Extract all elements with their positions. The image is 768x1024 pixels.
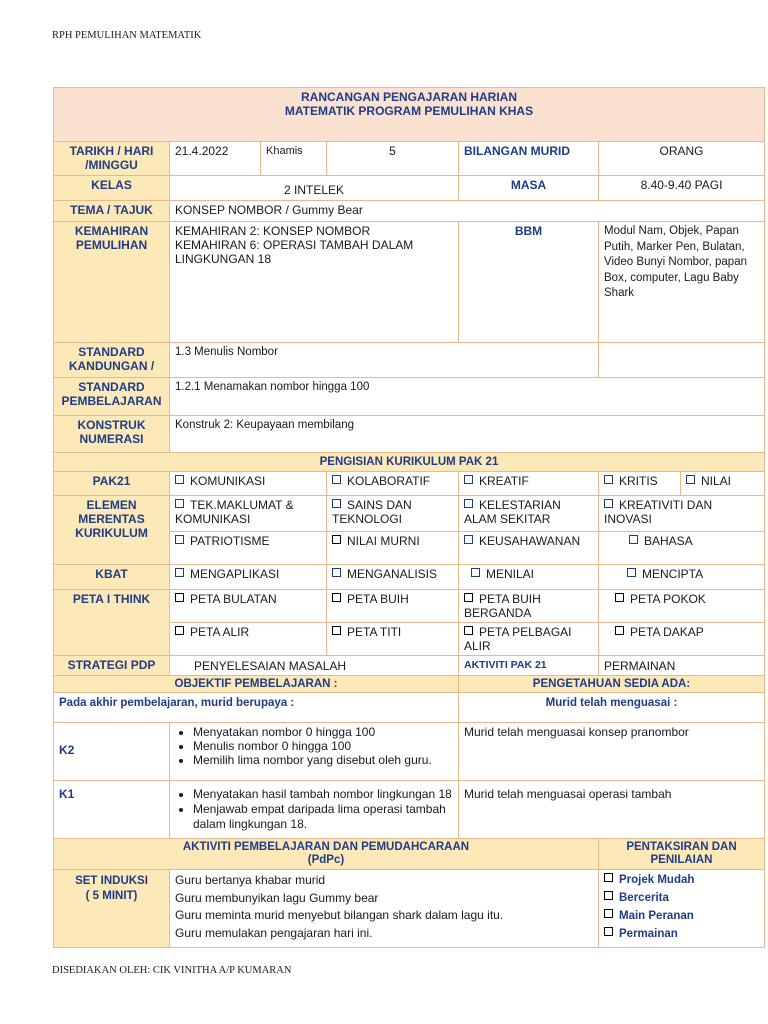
emk-item: KELESTARIAN ALAM SEKITAR: [459, 496, 599, 532]
peta-item: PETA BUIH: [327, 590, 459, 623]
kemahiran-2: KEMAHIRAN 6: OPERASI TAMBAH DALAM LINGKUNGAN 18: [175, 238, 414, 266]
checkbox-icon[interactable]: [175, 475, 184, 484]
checkbox-icon[interactable]: [464, 475, 473, 484]
set-induksi-label: SET INDUKSI ( 5 MINIT): [54, 870, 170, 948]
emk-item: KREATIVITI DAN INOVASI: [599, 496, 765, 532]
emk-item: KEUSAHAWANAN: [459, 532, 599, 565]
peta-item: PETA DAKAP: [599, 623, 765, 656]
checkbox-icon[interactable]: [175, 626, 184, 635]
list-item: Guru bertanya khabar murid: [175, 873, 326, 887]
masa-value: 8.40-9.40 PAGI: [599, 176, 765, 201]
title-line-1: RANCANGAN PENGAJARAN HARIAN: [300, 90, 517, 104]
checkbox-icon[interactable]: [464, 593, 473, 602]
emk-label: ELEMEN MERENTAS KURIKULUM: [54, 496, 170, 565]
peta-item: PETA BULATAN: [170, 590, 327, 623]
list-item: • Menulis nombor 0 hingga 100: [193, 739, 453, 753]
list-item: • Memilih lima nombor yang disebut oleh guru.: [193, 753, 453, 767]
checkbox-icon[interactable]: [332, 568, 341, 577]
aktiviti-title: AKTIVITI PEMBELAJARAN DAN PEMUDAHCARAAN (PdPc): [54, 839, 599, 870]
tarikh-label: TARIKH / HARI /MINGGU: [54, 142, 170, 176]
rph-table: [53, 87, 765, 948]
peta-item: PETA POKOK: [599, 590, 765, 623]
k1-pengetahuan: Murid telah menguasai operasi tambah: [459, 781, 765, 839]
checkbox-icon[interactable]: [686, 475, 695, 484]
checkbox-icon[interactable]: [604, 873, 613, 882]
strategi-label: STRATEGI PDP: [54, 656, 170, 676]
peta-item: PETA BUIH BERGANDA: [459, 590, 599, 623]
checkbox-icon[interactable]: [332, 475, 341, 484]
pak21-item: KOLABORATIF: [327, 472, 459, 496]
bbm-value: Modul Nam, Objek, Papan Putih, Marker Pen, Bulatan, Video Bunyi Nombor, papan Box, computer, Lagu Baby Shark: [599, 222, 765, 343]
tarikh-value: 21.4.2022: [170, 142, 261, 176]
standard-kandungan-value: 1.3 Menulis Nombor: [170, 343, 599, 378]
strategi-value: PENYELESAIAN MASALAH: [170, 656, 459, 676]
checkbox-icon[interactable]: [615, 626, 624, 635]
emk-item: NILAI MURNI: [327, 532, 459, 565]
checkbox-icon[interactable]: [604, 475, 613, 484]
list-item: • Menjawab empat daripada lima operasi tambah dalam lingkungan 18.: [193, 802, 453, 832]
konstruk-value: Konstruk 2: Keupayaan membilang: [170, 416, 765, 453]
list-item: Permainan: [604, 925, 759, 943]
tema-label: TEMA / TAJUK: [54, 201, 170, 222]
set-induksi-content: [170, 870, 599, 948]
checkbox-icon[interactable]: [332, 626, 341, 635]
list-item: Projek Mudah: [604, 871, 759, 889]
checkbox-icon[interactable]: [615, 593, 624, 602]
peta-label: PETA I THINK: [54, 590, 170, 656]
k2-label: K2: [54, 723, 170, 781]
pentaksiran-list: [599, 870, 765, 948]
list-item: Guru membunyikan lagu Gummy bear: [175, 890, 379, 905]
document-footer: DISEDIAKAN OLEH: CIK VINITHA A/P KUMARAN: [52, 965, 292, 976]
list-item: Guru meminta murid menyebut bilangan shark dalam lagu itu.: [175, 908, 504, 922]
objektif-title: OBJEKTIF PEMBELAJARAN :: [54, 676, 459, 693]
checkbox-icon[interactable]: [604, 499, 613, 508]
checkbox-icon[interactable]: [464, 535, 473, 544]
emk-item: BAHASA: [599, 532, 765, 565]
hari-value: Khamis: [261, 142, 327, 176]
document-header: RPH PEMULIHAN MATEMATIK: [52, 30, 202, 41]
list-item: • Menyatakan nombor 0 hingga 100: [193, 725, 453, 739]
pengetahuan-title: PENGETAHUAN SEDIA ADA:: [459, 676, 765, 693]
kelas-value: 2 INTELEK: [170, 176, 459, 201]
pak21-item: KREATIF: [459, 472, 599, 496]
bilangan-murid-value: ORANG: [599, 142, 765, 176]
kbat-label: KBAT: [54, 565, 170, 590]
pak21-label: PAK21: [54, 472, 170, 496]
kbat-item: MENGANALISIS: [327, 565, 459, 590]
aktiviti-pak21-label: AKTIVITI PAK 21: [459, 656, 599, 676]
emk-item: TEK.MAKLUMAT & KOMUNIKASI: [170, 496, 327, 532]
kelas-label: KELAS: [54, 176, 170, 201]
peta-item: PETA TITI: [327, 623, 459, 656]
title-line-2: MATEMATIK PROGRAM PEMULIHAN KHAS: [284, 104, 534, 118]
pengetahuan-intro: Murid telah menguasai :: [459, 693, 765, 723]
checkbox-icon[interactable]: [604, 927, 613, 936]
kemahiran-1: KEMAHIRAN 2: KONSEP NOMBOR: [175, 224, 371, 238]
k1-objectives: [170, 781, 459, 839]
checkbox-icon[interactable]: [332, 535, 341, 544]
k2-pengetahuan: Murid telah menguasai konsep pranombor: [459, 723, 765, 781]
checkbox-icon[interactable]: [175, 499, 184, 508]
list-item: Main Peranan: [604, 907, 759, 925]
checkbox-icon[interactable]: [629, 535, 638, 544]
list-item: Guru memulakan pengajaran hari ini.: [175, 925, 373, 940]
aktiviti-pak21-value: PERMAINAN: [599, 656, 765, 676]
checkbox-icon[interactable]: [175, 568, 184, 577]
kbat-item: MENGAPLIKASI: [170, 565, 327, 590]
k2-objectives: [170, 723, 459, 781]
checkbox-icon[interactable]: [464, 626, 473, 635]
standard-kandungan-label: STANDARD KANDUNGAN /: [54, 343, 170, 378]
konstruk-label: KONSTRUK NUMERASI: [54, 416, 170, 453]
pak21-item: KOMUNIKASI: [170, 472, 327, 496]
checkbox-icon[interactable]: [471, 568, 480, 577]
bbm-label: BBM: [459, 222, 599, 343]
kemahiran-value: [170, 222, 459, 343]
checkbox-icon[interactable]: [627, 568, 636, 577]
checkbox-icon[interactable]: [464, 499, 473, 508]
list-item: • Menyatakan hasil tambah nombor lingkungan 18: [193, 787, 453, 802]
kbat-item: MENCIPTA: [599, 565, 765, 590]
checkbox-icon[interactable]: [175, 593, 184, 602]
minggu-value: 5: [327, 142, 459, 176]
checkbox-icon[interactable]: [332, 593, 341, 602]
kemahiran-label: KEMAHIRAN PEMULIHAN: [54, 222, 170, 343]
checkbox-icon[interactable]: [604, 891, 613, 900]
standard-pembelajaran-value: 1.2.1 Menamakan nombor hingga 100: [170, 378, 765, 416]
bilangan-murid-label: BILANGAN MURID: [459, 142, 599, 176]
emk-item: PATRIOTISME: [170, 532, 327, 565]
k1-label: K1: [54, 781, 170, 839]
peta-item: PETA PELBAGAI ALIR: [459, 623, 599, 656]
masa-label: MASA: [459, 176, 599, 201]
emk-item: SAINS DAN TEKNOLOGI: [327, 496, 459, 532]
objektif-intro: Pada akhir pembelajaran, murid berupaya :: [54, 693, 459, 723]
pak21-item: NILAI: [681, 472, 765, 496]
kbat-item: MENILAI: [459, 565, 599, 590]
pak21-section-title: PENGISIAN KURIKULUM PAK 21: [54, 453, 765, 472]
tema-value: KONSEP NOMBOR / Gummy Bear: [170, 201, 765, 222]
checkbox-icon[interactable]: [332, 499, 341, 508]
checkbox-icon[interactable]: [175, 535, 184, 544]
peta-item: PETA ALIR: [170, 623, 327, 656]
page-title: [54, 88, 765, 142]
checkbox-icon[interactable]: [604, 909, 613, 918]
list-item: Bercerita: [604, 889, 759, 907]
pak21-item: KRITIS: [599, 472, 681, 496]
standard-pembelajaran-label: STANDARD PEMBELAJARAN: [54, 378, 170, 416]
pentaksiran-title: PENTAKSIRAN DAN PENILAIAN: [599, 839, 765, 870]
